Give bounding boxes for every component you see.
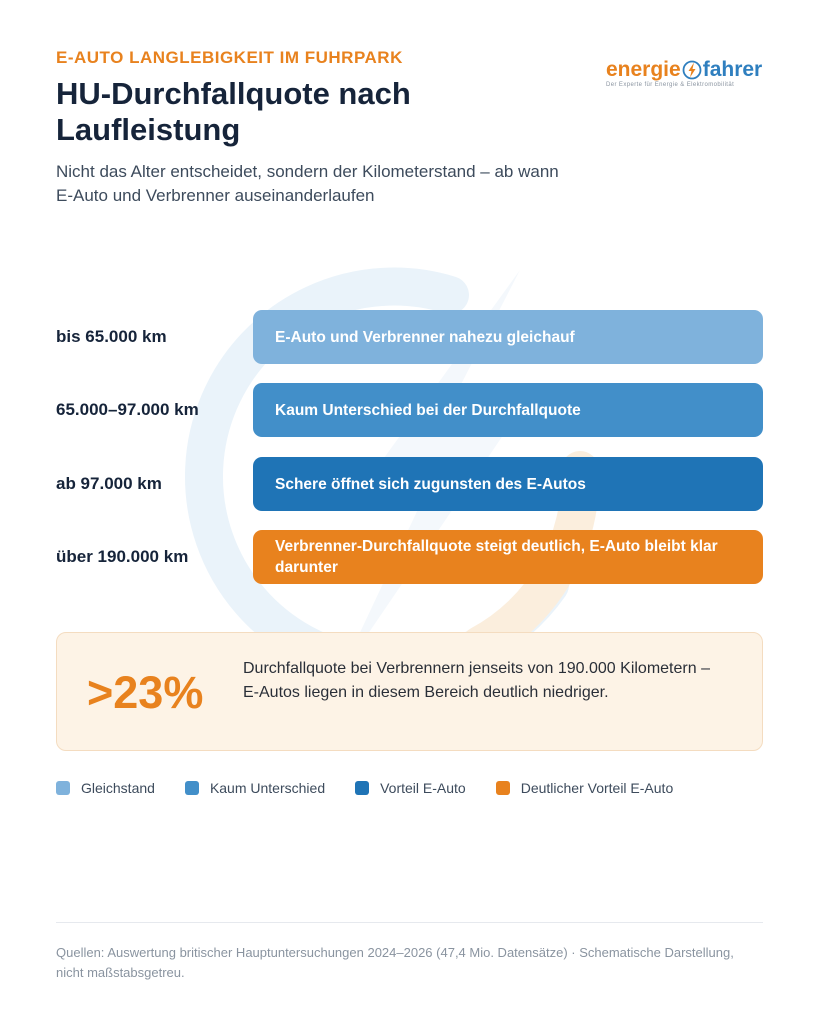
mileage-row xyxy=(0,383,819,437)
mileage-range-label: ab 97.000 km xyxy=(56,474,162,493)
legend-item xyxy=(355,780,466,796)
key-figure-callout xyxy=(56,632,763,751)
legend-label: Gleichstand xyxy=(81,780,155,796)
mileage-status-bar: Kaum Unterschied bei der Durchfallquote xyxy=(253,383,763,437)
brand-name-part2: fahrer xyxy=(702,58,763,81)
legend-item xyxy=(56,780,155,796)
mileage-range-label: bis 65.000 km xyxy=(56,327,167,346)
mileage-row xyxy=(0,310,819,364)
legend xyxy=(56,780,703,796)
lightning-bolt-icon xyxy=(682,60,702,80)
legend-item xyxy=(496,780,674,796)
brand-name-part1: energie xyxy=(606,58,681,81)
legend-swatch xyxy=(56,781,70,795)
mileage-status-bar: E-Auto und Verbrenner nahezu gleichauf xyxy=(253,310,763,364)
legend-label: Kaum Unterschied xyxy=(209,780,326,796)
legend-swatch xyxy=(185,781,199,795)
mileage-range-label: über 190.000 km xyxy=(56,547,189,566)
page-subtitle: Nicht das Alter entscheidet, sondern der Kilometerstand – ab wann E-Auto und Verbrenner auseinanderlaufen xyxy=(56,162,559,205)
key-figure-description: Durchfallquote bei Verbrennern jenseits von 190.000 Kilometern – E-Autos liegen in diesem Bereich deutlich niedriger. xyxy=(243,660,710,701)
legend-item xyxy=(185,780,325,796)
key-figure-value: >23% xyxy=(87,666,204,718)
mileage-status-bar: Verbrenner-Durchfallquote steigt deutlich, E-Auto bleibt klar darunter xyxy=(253,530,763,584)
page-title: HU-Durchfallquote nach Laufleistung xyxy=(56,76,411,147)
legend-label: Deutlicher Vorteil E-Auto xyxy=(520,780,674,796)
footer-divider xyxy=(56,922,763,923)
source-note: Quellen: Auswertung britischer Hauptuntersuchungen 2024–2026 (47,4 Mio. Datensätze) · Schematische Darstellung, nicht maßstabsgetreu. xyxy=(56,945,734,980)
legend-swatch xyxy=(496,781,510,795)
brand-wordmark xyxy=(606,59,766,81)
mileage-range-label: 65.000–97.000 km xyxy=(56,400,199,419)
mileage-row xyxy=(0,530,819,584)
brand-tagline: Der Experte für Energie & Elektromobilität xyxy=(606,82,735,88)
brand-logo xyxy=(606,59,766,93)
legend-label: Vorteil E-Auto xyxy=(380,780,466,796)
mileage-row xyxy=(0,457,819,511)
legend-swatch xyxy=(355,781,369,795)
kicker-label: E-AUTO LANGLEBIGKEIT IM FUHRPARK xyxy=(56,48,403,67)
mileage-status-bar: Schere öffnet sich zugunsten des E-Autos xyxy=(253,457,763,511)
